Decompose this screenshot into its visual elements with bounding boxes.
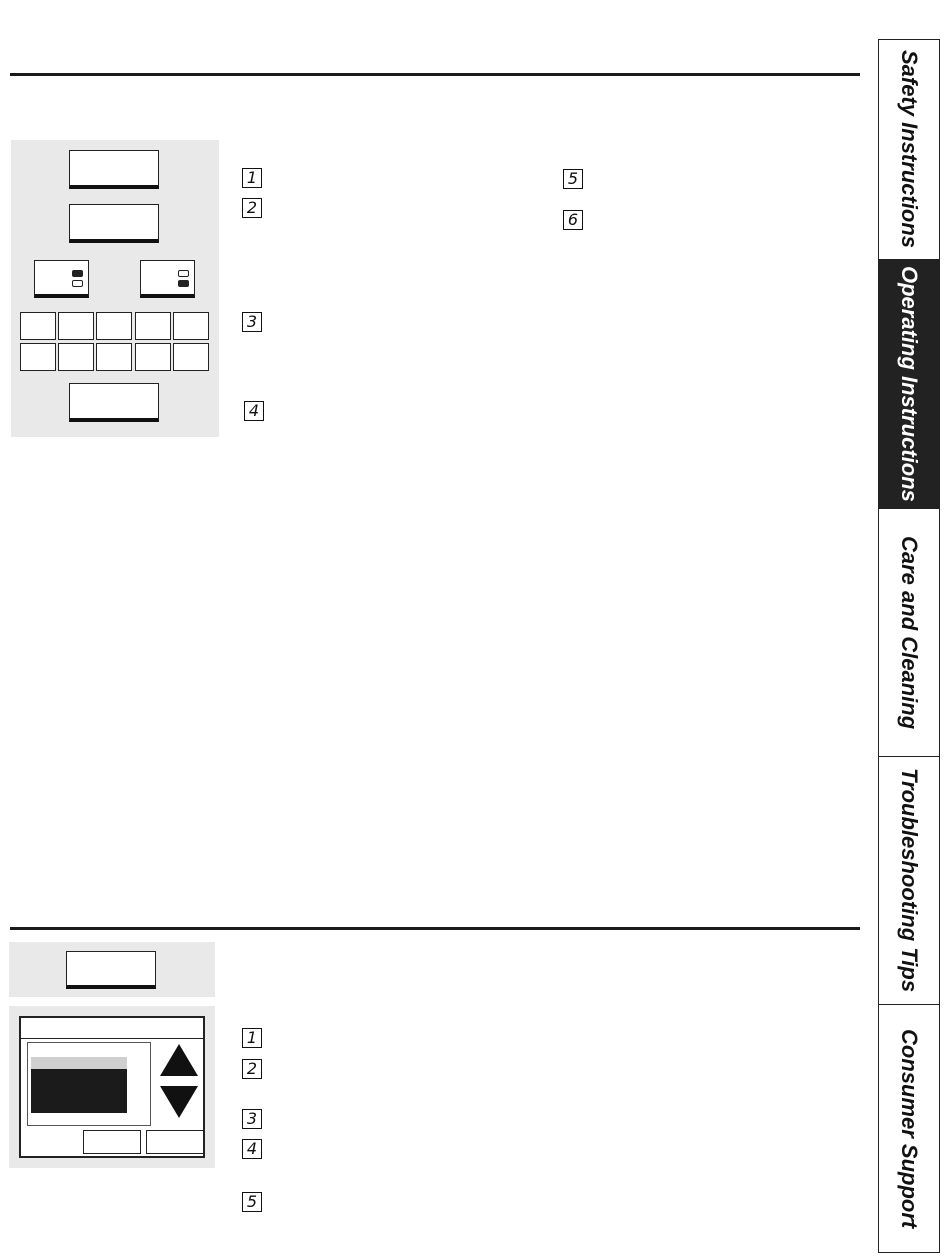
- keypad-key[interactable]: [96, 312, 132, 340]
- led-indicator: [178, 280, 189, 287]
- screen-button-right[interactable]: [146, 1130, 204, 1154]
- tab-safety-instructions[interactable]: [879, 40, 939, 260]
- keypad-key[interactable]: [135, 343, 171, 371]
- triangle-down-icon[interactable]: [160, 1086, 198, 1118]
- step-number: 5: [242, 1192, 262, 1212]
- step-number: 2: [242, 198, 262, 218]
- step-number: 3: [242, 1109, 262, 1129]
- top-divider: [10, 73, 860, 76]
- step-number: 4: [244, 401, 264, 421]
- bottom-divider: [10, 927, 860, 930]
- step-number: 4: [242, 1139, 262, 1159]
- panel-button[interactable]: [66, 951, 156, 989]
- keypad-key[interactable]: [20, 343, 56, 371]
- keypad-key[interactable]: [58, 343, 94, 371]
- keypad-key[interactable]: [173, 312, 209, 340]
- display-illustration: [9, 1006, 215, 1168]
- keypad-key[interactable]: [20, 312, 56, 340]
- led-indicator: [72, 280, 83, 287]
- tab-troubleshooting-tips[interactable]: [879, 757, 939, 1005]
- keypad-key[interactable]: [96, 343, 132, 371]
- list-box[interactable]: [27, 1042, 151, 1126]
- tab-consumer-support[interactable]: [879, 1005, 939, 1252]
- step-number: 5: [563, 169, 583, 189]
- panel-oven-select-left[interactable]: [34, 260, 89, 298]
- tab-label: Consumer Support: [897, 1028, 922, 1229]
- panel-button-bottom[interactable]: [69, 383, 159, 422]
- panel-oven-select-right[interactable]: [140, 260, 195, 298]
- list-item-selected[interactable]: [31, 1069, 127, 1113]
- screen-button-left[interactable]: [83, 1130, 141, 1154]
- control-panel-illustration: [11, 140, 219, 437]
- triangle-up-icon[interactable]: [160, 1044, 198, 1076]
- keypad-key[interactable]: [58, 312, 94, 340]
- tab-operating-instructions[interactable]: [879, 260, 939, 509]
- keypad-key[interactable]: [173, 343, 209, 371]
- display-screen: [19, 1016, 205, 1158]
- step-number: 3: [242, 312, 262, 332]
- led-indicator: [178, 270, 189, 277]
- tab-label: Operating Instructions: [897, 266, 922, 502]
- tab-label: Care and Cleaning: [897, 535, 922, 730]
- button-illustration: [9, 942, 215, 997]
- list-item-highlight[interactable]: [31, 1057, 127, 1069]
- tab-label: Safety Instructions: [897, 50, 922, 249]
- tab-care-and-cleaning[interactable]: [879, 509, 939, 757]
- led-indicator: [72, 270, 83, 277]
- step-number: 1: [242, 1028, 262, 1048]
- panel-button-1[interactable]: [69, 150, 159, 189]
- step-number: 6: [563, 210, 583, 230]
- keypad-key[interactable]: [135, 312, 171, 340]
- screen-divider: [21, 1038, 203, 1039]
- side-tab-bar: [878, 39, 940, 1253]
- tab-label: Troubleshooting Tips: [897, 768, 922, 993]
- step-number: 1: [242, 168, 262, 188]
- panel-button-2[interactable]: [69, 204, 159, 243]
- step-number: 2: [242, 1059, 262, 1079]
